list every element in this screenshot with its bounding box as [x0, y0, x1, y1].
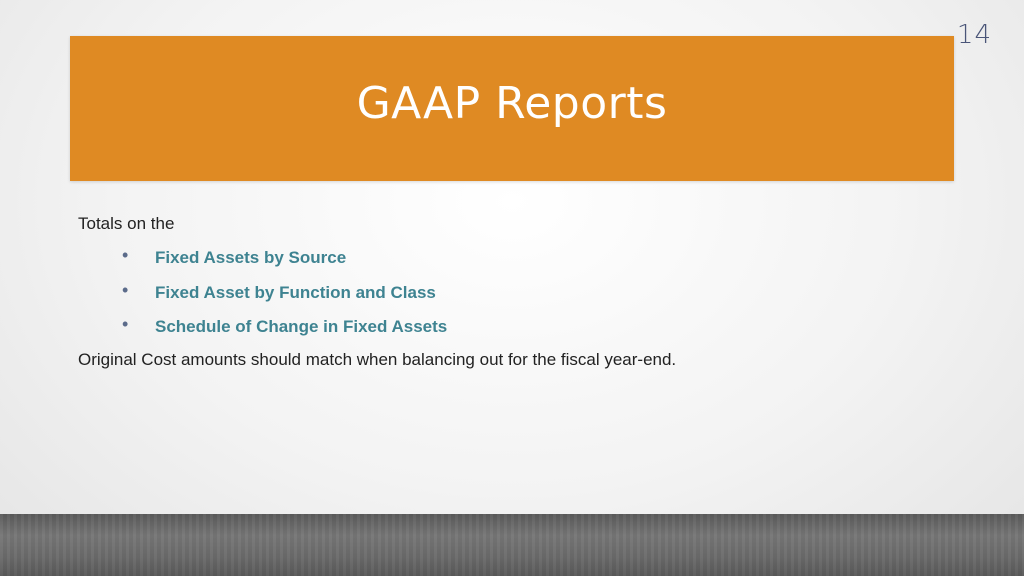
list-item [78, 316, 958, 338]
bullet-icon: • [122, 314, 129, 334]
bullet-icon: • [122, 279, 129, 300]
list-item [78, 247, 958, 269]
slide-number: 14 [956, 20, 992, 50]
bullet-icon: • [122, 245, 129, 265]
slide-title: GAAP Reports [356, 78, 668, 129]
intro-text: Totals on the [78, 214, 175, 233]
title-banner [70, 36, 954, 181]
report-name: Fixed Assets by Source [155, 248, 347, 267]
report-name: Schedule of Change in Fixed Assets [155, 317, 448, 336]
list-item [78, 279, 958, 304]
report-list [78, 247, 958, 338]
closing-text: Original Cost amounts should match when balancing out for the fiscal year-end. [78, 349, 677, 369]
floor-backdrop [0, 514, 1024, 576]
report-name: Fixed Asset by Function and Class [155, 282, 436, 302]
slide-content [78, 213, 958, 371]
